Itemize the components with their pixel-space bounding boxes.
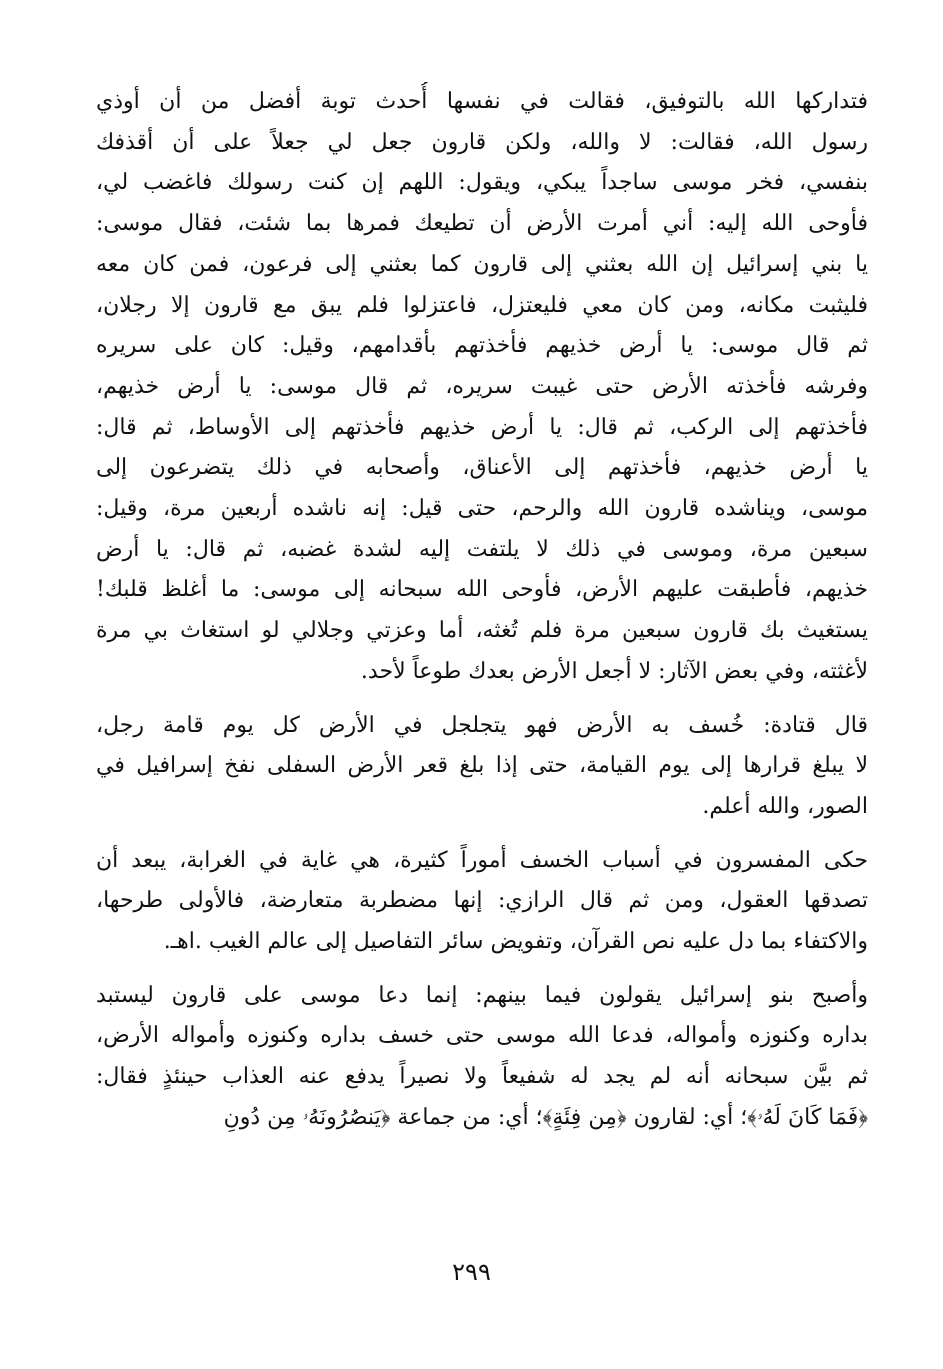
text-line: بداره وكنوزه وأمواله، فدعا الله موسى حتى خسف بداره وكنوزه وأمواله الأرض، [96,1023,868,1049]
text-line: تصدقها العقول، ومن ثم قال الرازي: إنها مضطربة متعارضة، فالأولى طرحها، [96,888,868,914]
text-line: وفرشه فأخذته الأرض حتى غيبت سريره، ثم قال موسى: يا أرض خذيهم، [96,373,868,399]
paragraph [96,976,868,1139]
text-line: قال قتادة: خُسف به الأرض فهو يتجلجل في الأرض كل يوم قامة رجل، [96,712,868,738]
text-line: فأخذتهم إلى الركب، ثم قال: يا أرض خذيهم فأخذتهم إلى الأوساط، ثم قال: [96,414,868,440]
text-line: فليثبت مكانه، ومن كان معي فليعتزل، فاعتزلوا فلم يبق مع قارون إلا رجلان، [96,292,868,318]
text-line: ثم قال موسى: يا أرض خذيهم فأخذتهم بأقدامهم، وقيل: كان على سريره [96,333,868,359]
text-line: الصور، والله أعلم. [702,793,868,819]
text-line: خذيهم، فأطبقت عليهم الأرض، فأوحى الله سبحانه إلى موسى: ما أغلظ قلبك! [96,577,868,603]
text-line: ثم بيَّن سبحانه أنه لم يجد له شفيعاً ولا نصيراً يدفع عنه العذاب حينئذٍ فقال: [96,1064,868,1090]
body-text [96,82,868,1139]
paragraph [96,841,868,963]
text-line: سبعين مرة، وموسى في ذلك لا يلتفت إليه لشدة غضبه، ثم قال: يا أرض [96,536,868,562]
text-line: حكى المفسرون في أسباب الخسف أموراً كثيرة، هي غاية في الغرابة، يبعد أن [96,847,868,873]
text-line: لا يبلغ قرارها إلى يوم القيامة، حتى إذا بلغ قعر الأرض السفلى نفخ إسرافيل في [96,753,868,779]
text-line: فأوحى الله إليه: أني أمرت الأرض أن تطيعك فمرها بما شئت، فقال موسى: [96,211,868,237]
text-line: رسول الله، فقالت: لا والله، ولكن قارون جعل لي جعلاً على أن أقذفك [96,129,868,155]
text-line: فتداركها الله بالتوفيق، فقالت في نفسها أُحدث توبة أفضل من أن أوذي [96,89,868,114]
page-number: ٢٩٩ [452,1258,491,1286]
text-line: يستغيث بك قارون سبعين مرة فلم تُغثه، أما وعزتي وجلالي لو استغاث بي مرة [96,618,868,644]
text-line: موسى، ويناشده قارون الله والرحم، حتى قيل: إنه ناشده أربعين مرة، وقيل: [96,496,868,522]
text-line: والاكتفاء بما دل عليه نص القرآن، وتفويض سائر التفاصيل إلى عالم الغيب .اهـ. [163,929,868,955]
text-line: ﴿فَمَا كَانَ لَهُۥ﴾؛ أي: لقارون ﴿مِن فِئَةٍ﴾؛ أي: من جماعة ﴿يَنصُرُونَهُۥ مِن دُونِ [223,1104,868,1130]
text-line: يا أرض خذيهم، فأخذتهم إلى الأعناق، وأصحابه في ذلك يتضرعون إلى [96,455,868,481]
text-line: لأغثته، وفي بعض الآثار: لا أجعل الأرض بعدك طوعاً لأحد. [360,658,868,684]
text-line: يا بني إسرائيل إن الله بعثني إلى قارون كما بعثني إلى فرعون، فمن كان معه [96,251,868,277]
paragraph [96,706,868,828]
paragraph [96,82,868,693]
text-line: بنفسي، فخر موسى ساجداً يبكي، ويقول: اللهم إن كنت رسولك فاغضب لي، [96,170,868,196]
text-line: وأصبح بنو إسرائيل يقولون فيما بينهم: إنما دعا موسى على قارون ليستبد [96,982,868,1008]
